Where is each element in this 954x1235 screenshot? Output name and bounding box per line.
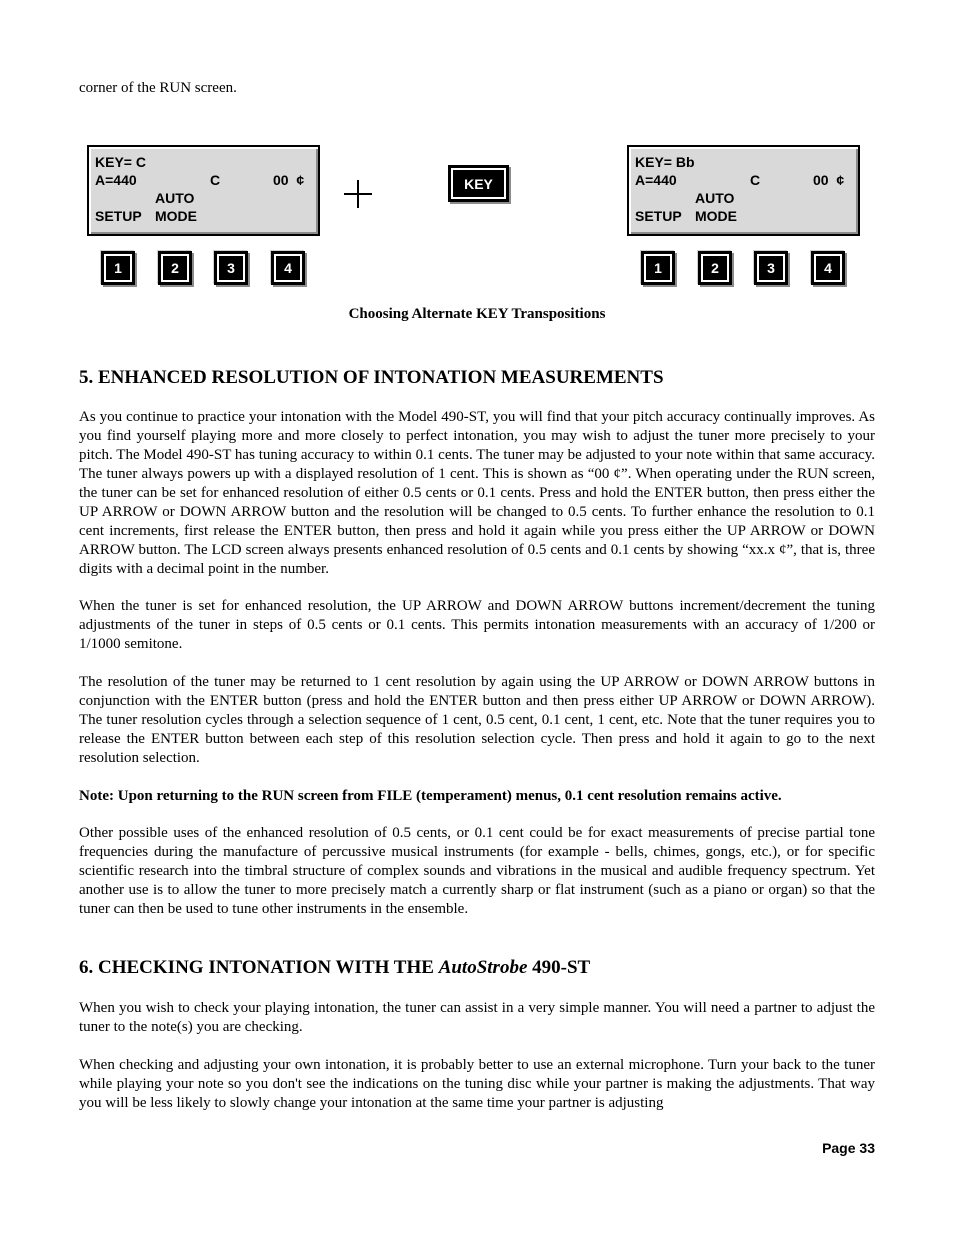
lcd-mode: MODE [155,208,197,224]
section-6-heading-brand: AutoStrobe [438,957,528,978]
lcd-note: C [750,172,761,188]
section-5-paragraph-1: As you continue to practice your intonation with the Model 490-ST, you will find that your pitch accuracy continually improves. As you find yourself playing more and more closely to perfect intonation, you may wish to adjust the tuner more precisely to your pitch. The Model 490-ST has tuning accuracy to within 0.1 cents. The tuner may be adjusted to your note within that same accuracy. The tuner always powers up with a displayed resolution of 1 cent. This is shown as “00 ¢”. When operating under the RUN screen, the tuner can be set for enhanced resolution of either 0.5 cents or 0.1 cents. Press and hold the ENTER button, then press either the UP ARROW or DOWN ARROW button and the resolution will be changed to 0.5 cents. To further enhance the resolution to 0.1 cent increments, first release the ENTER button, then press and hold it again while you press either the UP ARROW or DOWN ARROW button. The LCD screen always presents enhanced resolution of 0.5 cents and 0.1 cents by showing “xx.x ¢”, that is, three digits with a decimal point in the number. [79,409,875,577]
lcd-auto: AUTO [155,190,195,206]
lcd-auto: AUTO [695,190,735,206]
section-6-heading-suffix: 490-ST [527,957,591,978]
page-number: Page 33 [822,1140,875,1156]
section-5-paragraph-3: The resolution of the tuner may be returned to 1 cent resolution by again using the UP ARROW or DOWN ARROW buttons in conjunction with the ENTER button (press and hold the ENTER button and then press either UP ARROW or DOWN ARROW). The tuner resolution cycles through a selection sequence of 1 cent, 0.5 cent, 0.1 cent, 1 cent, etc. Note that the tuner requires you to release the ENTER button between each step of this resolution selection cycle. Then press and hold it again to go to the next resolution selection. [79,674,875,766]
figure-caption: Choosing Alternate KEY Transpositions [348,306,606,322]
left-button-1: 1 [101,251,135,285]
right-button-3: 3 [754,251,788,285]
lcd-cents: 00 ¢ [813,172,845,188]
lcd-pitch-reference: A=440 [635,172,677,188]
lcd-pitch-reference: A=440 [95,172,137,188]
section-5-paragraph-2: When the tuner is set for enhanced resolution, the UP ARROW and DOWN ARROW buttons increment/decrement the tuning adjustments of the tuner in steps of 0.5 cents or 0.1 cents. This permits intonation measurements with an accuracy of 1/200 or 1/1000 semitone. [79,598,875,652]
plus-icon [344,180,372,208]
left-button-3: 3 [214,251,248,285]
lcd-setup: SETUP [635,208,682,224]
lcd-key-line: KEY= C [95,154,146,170]
section-5-paragraph-4: Other possible uses of the enhanced resolution of 0.5 cents, or 0.1 cent could be for exact measurements of precise partial tone frequencies during the manufacture of percussive musical instruments (for example - bells, chimes, gongs, etc.), or for specific scientific research into the timbral structure of complex sounds and vibrations in the musical and audible frequency spectrum. Yet another use is to allow the tuner to more precisely match a currently sharp or flat instrument (such as a piano or organ) so that the tuner can then be used to tune other instruments in the ensemble. [79,825,875,917]
lcd-note: C [210,172,221,188]
section-6-paragraph-1: When you wish to check your playing intonation, the tuner can assist in a very simple manner. You will need a partner to adjust the tuner to the note(s) you are checking. [79,1000,875,1035]
right-button-2: 2 [698,251,732,285]
section-5-heading: 5. ENHANCED RESOLUTION OF INTONATION MEASUREMENTS [79,367,664,388]
key-button: KEY [448,165,509,202]
left-button-4: 4 [271,251,305,285]
lcd-mode: MODE [695,208,737,224]
top-line: corner of the RUN screen. [79,80,237,96]
lcd-cents: 00 ¢ [273,172,305,188]
lcd-key-line: KEY= Bb [635,154,695,170]
section-6-heading [79,957,590,979]
right-button-1: 1 [641,251,675,285]
section-5-note: Note: Upon returning to the RUN screen from FILE (temperament) menus, 0.1 cent resolution remains active. [79,788,782,804]
right-button-4: 4 [811,251,845,285]
lcd-screen-right [627,145,860,236]
section-6-paragraph-2: When checking and adjusting your own intonation, it is probably better to use an external microphone. Turn your back to the tuner while playing your note so you don't see the indications on the tuning disc while your partner is making the adjustments. That way you will be less likely to slowly change your intonation at the same time your partner is adjusting [79,1057,875,1111]
left-button-2: 2 [158,251,192,285]
lcd-screen-left [87,145,320,236]
section-6-heading-prefix: 6. CHECKING INTONATION WITH THE [79,957,439,978]
lcd-setup: SETUP [95,208,142,224]
